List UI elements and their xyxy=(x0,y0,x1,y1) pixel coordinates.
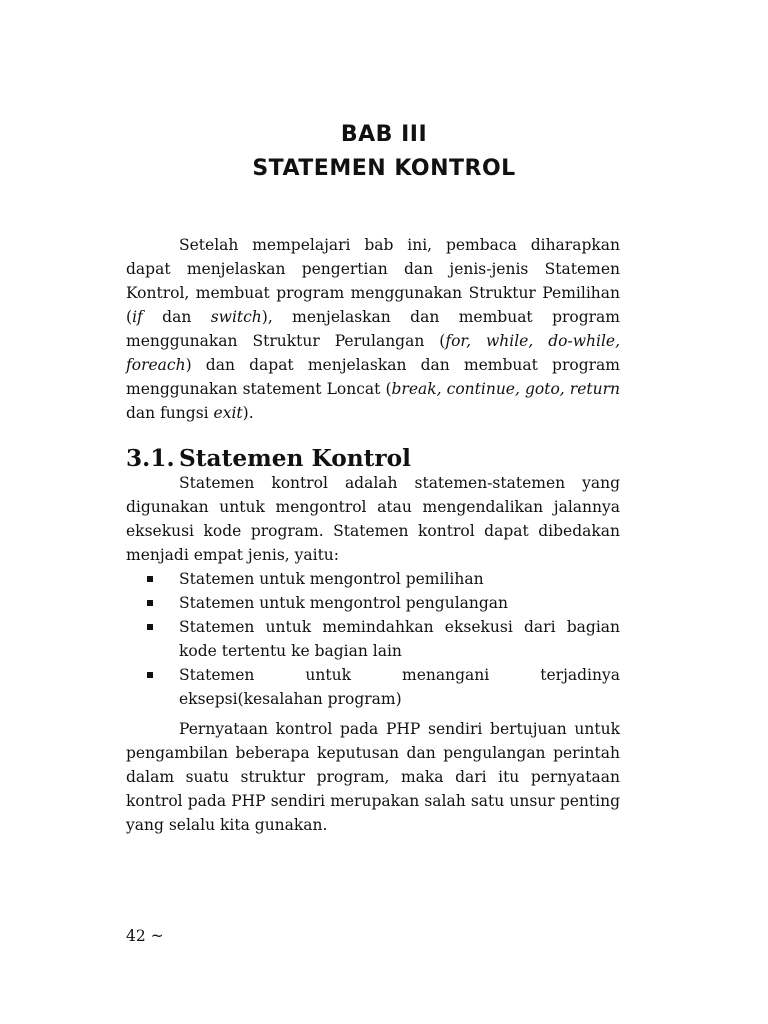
intro-text-2: dan xyxy=(142,308,211,326)
intro-text-4: ) dan dapat menjelaskan dan membuat program menggunakan statement Loncat ( xyxy=(126,356,620,398)
list-item-text: Statemen untuk menangani terjadinya eksepsi(kesalahan program) xyxy=(179,666,620,708)
bullet-list xyxy=(126,567,620,711)
square-bullet-icon xyxy=(147,600,153,606)
page-number: 42 ~ xyxy=(126,927,164,945)
square-bullet-icon xyxy=(147,672,153,678)
intro-text-1: Setelah mempelajari bab ini, pembaca diharapkan dapat menjelaskan pengertian dan jenis-jenis Statemen Kontrol, membuat program menggunakan Struktur Pemilihan ( xyxy=(126,236,620,326)
list-item xyxy=(126,567,620,591)
intro-text-3: ), menjelaskan dan membuat program menggunakan Struktur Perulangan ( xyxy=(126,308,620,350)
list-item xyxy=(126,591,620,615)
body-text xyxy=(126,233,620,837)
intro-paragraph xyxy=(126,233,620,425)
intro-italic-jumps: break, continue, goto, return xyxy=(391,380,620,398)
chapter-title: STATEMEN KONTROL xyxy=(252,156,516,181)
intro-text-6: ). xyxy=(242,404,254,422)
intro-italic-switch: switch xyxy=(210,308,262,326)
closing-paragraph: Pernyataan kontrol pada PHP sendiri bertujuan untuk pengambilan beberapa keputusan dan pengulangan perintah dalam suatu struktur program, maka dari itu pernyataan kontrol pada PHP sendiri merupakan salah satu unsur penting yang selalu kita gunakan. xyxy=(126,720,620,834)
section-title: Statemen Kontrol xyxy=(179,445,411,472)
square-bullet-icon xyxy=(147,624,153,630)
section-paragraph: Statemen kontrol adalah statemen-statemen yang digunakan untuk mengontrol atau mengendalikan jalannya eksekusi kode program. Statemen kontrol dapat dibedakan menjadi empat jenis, yaitu: xyxy=(126,474,620,564)
chapter-label: BAB III xyxy=(340,122,428,147)
intro-italic-exit: exit xyxy=(213,404,243,422)
list-item xyxy=(126,663,620,711)
list-item-text: Statemen untuk mengontrol pemilihan xyxy=(179,570,484,588)
section-number: 3.1. xyxy=(126,445,175,472)
intro-italic-if: if xyxy=(132,308,143,326)
intro-italic-loops: for, while, do-while, foreach xyxy=(126,332,620,374)
list-item-text: Statemen untuk mengontrol pengulangan xyxy=(179,594,509,612)
section-heading xyxy=(126,447,620,471)
list-item-text: Statemen untuk memindahkan eksekusi dari bagian kode tertentu ke bagian lain xyxy=(179,618,620,660)
intro-text-5: dan fungsi xyxy=(126,404,214,422)
square-bullet-icon xyxy=(147,576,153,582)
list-item xyxy=(126,615,620,663)
